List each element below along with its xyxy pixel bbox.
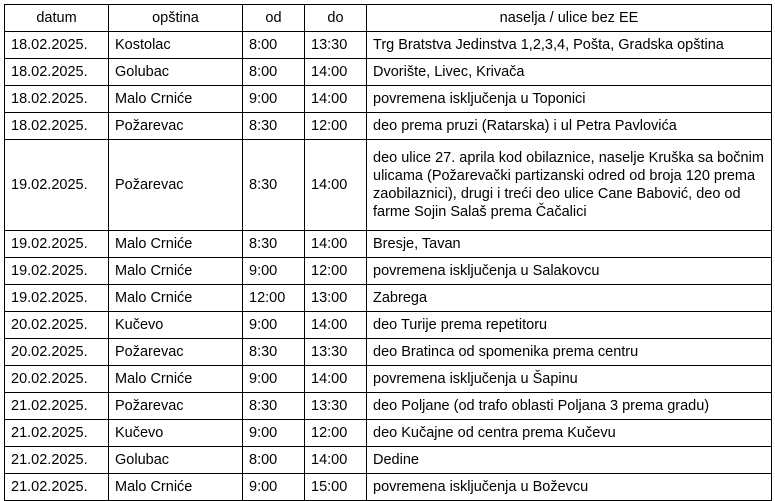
cell-datum: 18.02.2025. <box>5 113 109 140</box>
table-row <box>5 258 772 285</box>
cell-od: 8:00 <box>243 59 305 86</box>
cell-do: 15:00 <box>305 474 367 501</box>
cell-opstina: Požarevac <box>109 339 243 366</box>
cell-naselja: povremena isključenja u Salakovcu <box>367 258 772 285</box>
cell-do: 14:00 <box>305 59 367 86</box>
cell-do: 14:00 <box>305 366 367 393</box>
cell-naselja: Zabrega <box>367 285 772 312</box>
header-naselja: naselja / ulice bez EE <box>367 5 772 32</box>
outage-schedule-table <box>4 4 772 501</box>
cell-od: 9:00 <box>243 474 305 501</box>
cell-datum: 20.02.2025. <box>5 366 109 393</box>
cell-datum: 18.02.2025. <box>5 59 109 86</box>
cell-naselja: Bresje, Tavan <box>367 231 772 258</box>
header-datum: datum <box>5 5 109 32</box>
cell-od: 9:00 <box>243 258 305 285</box>
cell-do: 14:00 <box>305 231 367 258</box>
cell-datum: 21.02.2025. <box>5 393 109 420</box>
cell-od: 8:30 <box>243 339 305 366</box>
table-row <box>5 140 772 231</box>
cell-naselja: deo ulice 27. aprila kod obilaznice, naselje Kruška sa bočnim ulicama (Požarevački partizanski odred od broja 120 prema zaobilaznici), drugi i treći deo ulice Cane Babović, deo od farme Sojin Salaš prema Čačalici <box>367 140 772 231</box>
cell-od: 8:30 <box>243 231 305 258</box>
cell-opstina: Kučevo <box>109 312 243 339</box>
cell-od: 12:00 <box>243 285 305 312</box>
cell-naselja: deo Poljane (od trafo oblasti Poljana 3 prema gradu) <box>367 393 772 420</box>
cell-opstina: Malo Crniće <box>109 86 243 113</box>
cell-od: 8:00 <box>243 447 305 474</box>
cell-opstina: Golubac <box>109 59 243 86</box>
cell-od: 9:00 <box>243 312 305 339</box>
cell-opstina: Malo Crniće <box>109 285 243 312</box>
cell-od: 9:00 <box>243 420 305 447</box>
cell-do: 14:00 <box>305 312 367 339</box>
cell-do: 13:30 <box>305 32 367 59</box>
table-row <box>5 86 772 113</box>
cell-naselja: Trg Bratstva Jedinstva 1,2,3,4, Pošta, Gradska opština <box>367 32 772 59</box>
cell-datum: 21.02.2025. <box>5 420 109 447</box>
cell-naselja: deo Bratinca od spomenika prema centru <box>367 339 772 366</box>
cell-naselja: povremena isključenja u Šapinu <box>367 366 772 393</box>
cell-naselja: povremena isključenja u Boževcu <box>367 474 772 501</box>
cell-od: 8:30 <box>243 113 305 140</box>
cell-opstina: Kučevo <box>109 420 243 447</box>
cell-od: 8:30 <box>243 140 305 231</box>
cell-datum: 18.02.2025. <box>5 86 109 113</box>
cell-od: 9:00 <box>243 366 305 393</box>
cell-datum: 21.02.2025. <box>5 474 109 501</box>
cell-naselja: Dedine <box>367 447 772 474</box>
cell-datum: 19.02.2025. <box>5 231 109 258</box>
table-row <box>5 285 772 312</box>
cell-do: 14:00 <box>305 140 367 231</box>
cell-naselja: deo prema pruzi (Ratarska) i ul Petra Pavlovića <box>367 113 772 140</box>
cell-datum: 20.02.2025. <box>5 312 109 339</box>
cell-datum: 21.02.2025. <box>5 447 109 474</box>
cell-do: 13:00 <box>305 285 367 312</box>
cell-datum: 19.02.2025. <box>5 140 109 231</box>
table-row <box>5 447 772 474</box>
cell-opstina: Malo Crniće <box>109 231 243 258</box>
cell-od: 8:30 <box>243 393 305 420</box>
cell-opstina: Kostolac <box>109 32 243 59</box>
cell-do: 12:00 <box>305 420 367 447</box>
cell-opstina: Malo Crniće <box>109 366 243 393</box>
table-row <box>5 59 772 86</box>
header-do: do <box>305 5 367 32</box>
table-row <box>5 420 772 447</box>
cell-od: 8:00 <box>243 32 305 59</box>
cell-do: 14:00 <box>305 447 367 474</box>
cell-opstina: Požarevac <box>109 393 243 420</box>
table-row <box>5 393 772 420</box>
table-row <box>5 312 772 339</box>
cell-do: 14:00 <box>305 86 367 113</box>
cell-opstina: Malo Crniće <box>109 474 243 501</box>
cell-naselja: Dvorište, Livec, Krivača <box>367 59 772 86</box>
cell-do: 12:00 <box>305 113 367 140</box>
cell-od: 9:00 <box>243 86 305 113</box>
cell-do: 13:30 <box>305 339 367 366</box>
table-row <box>5 366 772 393</box>
table-row <box>5 113 772 140</box>
cell-do: 12:00 <box>305 258 367 285</box>
cell-naselja: deo Kučajne od centra prema Kučevu <box>367 420 772 447</box>
table-row <box>5 231 772 258</box>
cell-opstina: Malo Crniće <box>109 258 243 285</box>
cell-naselja: povremena isključenja u Toponici <box>367 86 772 113</box>
header-opstina: opština <box>109 5 243 32</box>
cell-do: 13:30 <box>305 393 367 420</box>
cell-datum: 18.02.2025. <box>5 32 109 59</box>
cell-datum: 19.02.2025. <box>5 285 109 312</box>
cell-naselja: deo Turije prema repetitoru <box>367 312 772 339</box>
table-header-row <box>5 5 772 32</box>
cell-datum: 19.02.2025. <box>5 258 109 285</box>
cell-opstina: Požarevac <box>109 140 243 231</box>
table-row <box>5 474 772 501</box>
cell-opstina: Golubac <box>109 447 243 474</box>
table-row <box>5 32 772 59</box>
cell-datum: 20.02.2025. <box>5 339 109 366</box>
cell-opstina: Požarevac <box>109 113 243 140</box>
table-row <box>5 339 772 366</box>
header-od: od <box>243 5 305 32</box>
